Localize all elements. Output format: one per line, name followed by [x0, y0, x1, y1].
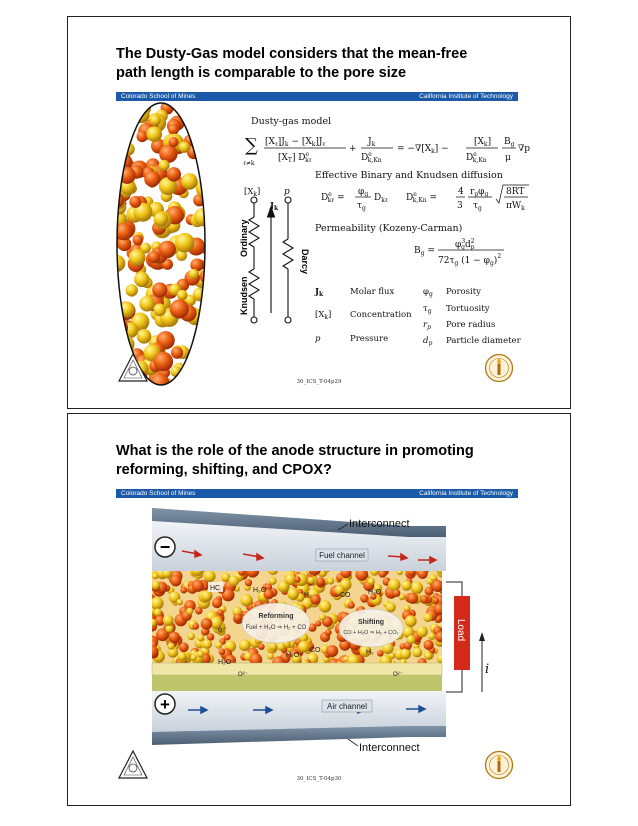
- particle: [152, 282, 167, 297]
- particle: [428, 633, 435, 640]
- particle: [405, 615, 417, 627]
- svg-text:∑: ∑: [245, 135, 258, 156]
- svg-text:Tortuosity: Tortuosity: [446, 304, 490, 314]
- svg-text:rpφg: $r_p\varphi_g$: [470, 187, 489, 198]
- svg-text:Concentration: Concentration: [350, 310, 412, 320]
- particle: [204, 570, 216, 582]
- particle: [217, 609, 224, 616]
- ordinary-label: Ordinary: [239, 219, 249, 257]
- particle: [137, 329, 152, 344]
- particle: [199, 95, 212, 108]
- particle: [215, 642, 222, 649]
- slide-2-title: What is the role of the anode structure in promoting reforming, shifting, and CPOX?: [116, 443, 474, 478]
- particle: [367, 578, 375, 586]
- slide-1: [67, 16, 571, 409]
- particle: [258, 644, 264, 650]
- particle: [181, 173, 198, 190]
- svg-text:Pore radius: Pore radius: [446, 320, 496, 330]
- particle: [176, 100, 187, 111]
- svg-text:= −∇[Xk] −: = $-\nabla[X_k]$ −: [397, 144, 449, 155]
- particle: [269, 643, 277, 651]
- particle: [168, 124, 179, 135]
- particle: [201, 591, 212, 602]
- svg-text:Dek,Kn: De k,Kn: [466, 151, 487, 164]
- h2o-label: H₂O: [368, 589, 382, 596]
- particle: [186, 608, 193, 615]
- particle: [325, 629, 332, 636]
- particle: [196, 179, 215, 198]
- particle: [407, 635, 416, 644]
- co-label: CO: [310, 647, 321, 654]
- svg-text:τg: $\tau_g$: [423, 304, 432, 315]
- particle: [159, 145, 177, 163]
- particle: [417, 626, 428, 637]
- svg-text:3: 3: [457, 201, 463, 211]
- particle: [425, 587, 434, 596]
- hc-label: HC: [210, 585, 221, 592]
- shifting-bubble: [339, 609, 403, 647]
- particle: [402, 581, 412, 591]
- legend-item: [423, 304, 490, 315]
- particle: [172, 96, 184, 108]
- svg-text:μ: μ: [505, 153, 511, 163]
- particle: [386, 602, 396, 612]
- particle: [379, 570, 387, 578]
- circuit-flux-label: $J_k$: [270, 201, 279, 212]
- particle: [437, 654, 447, 664]
- svg-text:φg: $\varphi_g$: [358, 187, 369, 198]
- particle: [412, 648, 422, 658]
- positive-sign: +: [160, 695, 170, 714]
- particle: [118, 96, 135, 113]
- particle: [151, 597, 164, 610]
- particle: [137, 384, 147, 394]
- particle: [423, 613, 432, 622]
- svg-text:Bg: $B_g$: [504, 137, 515, 148]
- particle: [319, 600, 331, 612]
- particle: [170, 299, 189, 318]
- particle: [435, 632, 446, 643]
- shifting-equation: CO + H₂O ⇒ H₂ + CO₂: [343, 630, 399, 636]
- slide-1-figure: [68, 17, 572, 410]
- svg-text:Jk: $J_k$: [368, 137, 376, 148]
- particle: [277, 642, 286, 651]
- particle: [200, 270, 213, 283]
- slide-2: [67, 413, 571, 806]
- svg-text:4: 4: [458, 187, 464, 197]
- svg-text:Dekℓ =: De kℓ =: [321, 191, 345, 204]
- permeability-equation: [414, 238, 504, 267]
- particle: [219, 649, 226, 656]
- svg-text:72τg (1 − φg)2: $72\tau_g$ $(1 - \varphi_g)^2$: [438, 253, 502, 267]
- particle: [146, 645, 159, 658]
- svg-text:[Xk]: $[X_k]$: [315, 310, 332, 321]
- negative-sign: −: [159, 537, 171, 557]
- dusty-gas-heading: Dusty-gas model: [251, 116, 332, 127]
- legend-item: [423, 336, 522, 347]
- oxide-ion-label: O²⁻: [238, 672, 248, 678]
- symbol-legend: [314, 287, 522, 347]
- particle: [148, 251, 160, 263]
- slide-1-footer: 30_ICS_T-04p29: [296, 379, 342, 385]
- particle: [294, 576, 301, 583]
- particle: [163, 615, 174, 626]
- h2o-label: H₂O: [286, 652, 300, 659]
- svg-text:dp: $d_p$: [423, 336, 433, 347]
- particle: [212, 598, 222, 608]
- particle: [153, 303, 166, 316]
- particle: [424, 640, 434, 650]
- particle: [171, 347, 183, 359]
- permeability-heading: Permeability (Kozeny-Carman): [315, 223, 463, 234]
- co-label: CO: [340, 592, 351, 599]
- particle: [108, 137, 125, 154]
- svg-text:πWk: $\pi W_k$: [506, 201, 525, 212]
- reforming-title: Reforming: [258, 613, 294, 620]
- particle: [424, 652, 432, 660]
- svg-text:Dkℓ: $D_{k\ell}$: [374, 193, 388, 204]
- svg-text:8RT: 8RT: [506, 187, 525, 197]
- svg-text:rp: $r_p$: [423, 320, 431, 331]
- particle: [191, 654, 197, 660]
- particle: [154, 212, 169, 227]
- legend-item: [315, 334, 388, 344]
- particle: [168, 643, 175, 650]
- current-label: i: [485, 662, 490, 677]
- particle: [327, 577, 334, 584]
- particle: [125, 106, 136, 117]
- knudsen-label: Knudsen: [239, 276, 249, 315]
- particle: [192, 580, 204, 592]
- legend-item: [314, 287, 395, 298]
- svg-text:Porosity: Porosity: [446, 287, 481, 297]
- interconnect-top-label: Interconnect: [349, 518, 410, 530]
- diffusion-equations: [321, 185, 529, 212]
- particle: [203, 97, 214, 108]
- load-label: Load: [455, 619, 466, 642]
- particle: [109, 192, 125, 208]
- particle: [183, 101, 198, 116]
- particle: [177, 599, 183, 605]
- particle: [197, 651, 204, 658]
- particle: [154, 352, 174, 372]
- particle: [121, 93, 139, 111]
- particle: [170, 575, 181, 586]
- interconnect-bottom-label: Interconnect: [359, 742, 420, 754]
- particle: [319, 614, 326, 621]
- particle: [287, 588, 299, 600]
- particle: [192, 623, 199, 630]
- particle: [197, 635, 204, 642]
- header-right: California Institute of Technology: [419, 490, 513, 497]
- svg-text:Molar flux: Molar flux: [350, 287, 395, 297]
- particle: [388, 579, 401, 592]
- particle: [400, 648, 411, 659]
- particle: [146, 126, 162, 142]
- particle: [133, 235, 144, 246]
- particle: [150, 115, 161, 126]
- particle: [194, 340, 211, 357]
- fuel-channel-label: Fuel channel: [319, 551, 365, 560]
- header-left: Colorado School of Mines: [121, 490, 196, 497]
- circuit-conc-label: $[X_k]$: [244, 187, 261, 198]
- air-channel-label: Air channel: [326, 702, 368, 711]
- particle: [177, 290, 188, 301]
- svg-text:[Xk]: $[X_k]$: [474, 137, 492, 148]
- h2-label: H₂: [366, 649, 374, 656]
- particle: [202, 639, 212, 649]
- particle: [411, 582, 424, 595]
- h2o-label: H₂O: [218, 659, 232, 666]
- particle: [433, 597, 439, 603]
- particle: [201, 352, 213, 364]
- particle: [377, 650, 384, 657]
- svg-text:ℓ≠k: ℓ≠k: [243, 160, 255, 167]
- fuel-cell-diagram: [68, 414, 572, 807]
- particle: [393, 589, 401, 597]
- particle: [178, 652, 187, 661]
- particle: [180, 587, 187, 594]
- circuit-pressure-label: p: [284, 187, 290, 197]
- svg-text:φg: $\varphi_g$: [423, 287, 433, 298]
- svg-text:[XT] Dekℓ: $[X_T]$ De kℓ: [278, 151, 312, 164]
- slide-1-title: The Dusty-Gas model considers that the mean-free path length is comparable to the pore size: [116, 46, 468, 81]
- svg-text:φ3gd2p: $\varphi^3$ $gd^2$ p: [455, 238, 475, 251]
- particle: [179, 642, 189, 652]
- particle: [169, 632, 180, 643]
- particle: [308, 577, 315, 584]
- particle: [167, 167, 181, 181]
- particle: [121, 106, 140, 125]
- legend-item: [423, 320, 495, 331]
- diffusion-heading: Effective Binary and Knudsen diffusion: [315, 170, 503, 181]
- particle: [198, 116, 216, 134]
- particle: [165, 625, 173, 633]
- particle: [298, 641, 310, 653]
- particle: [139, 296, 155, 312]
- svg-text:τg: $\tau_g$: [357, 201, 366, 212]
- particle: [129, 249, 146, 266]
- slide-2-footer: 30_ICS_T-04p30: [296, 776, 342, 782]
- particle: [148, 619, 157, 628]
- particle: [168, 137, 178, 147]
- particle: [239, 640, 251, 652]
- shifting-title: Shifting: [357, 619, 385, 626]
- svg-text:p: p: [315, 334, 321, 344]
- particle: [129, 196, 141, 208]
- particle: [197, 321, 216, 340]
- svg-text:Jk: $J_k$: [315, 287, 324, 298]
- h2o-label: H₂O: [253, 587, 267, 594]
- particle: [152, 581, 161, 590]
- particle: [132, 106, 150, 124]
- particle: [152, 573, 159, 580]
- particle: [137, 131, 148, 142]
- legend-item: [315, 310, 412, 321]
- particle: [116, 137, 127, 148]
- header-left: Colorado School of Mines: [121, 93, 196, 100]
- svg-text:Dek,Kn =: De k,Kn =: [406, 191, 438, 204]
- particle: [134, 272, 149, 287]
- particle: [234, 614, 242, 622]
- h2-label: H₂: [304, 592, 312, 599]
- reforming-equation: Fuel + H₂O ⇒ H₂ + CO: [245, 625, 307, 631]
- air-channel-area: [152, 691, 446, 732]
- particle: [175, 233, 195, 253]
- particle: [224, 634, 230, 640]
- particle: [158, 241, 176, 259]
- svg-text:τg: $\tau_g$: [473, 201, 482, 212]
- particle: [144, 171, 160, 187]
- reforming-bubble: [242, 603, 310, 643]
- particle: [240, 594, 252, 606]
- particle: [188, 633, 195, 640]
- particle: [201, 618, 213, 630]
- svg-text:Pressure: Pressure: [350, 334, 389, 344]
- header-right: California Institute of Technology: [419, 93, 513, 100]
- particle: [432, 580, 444, 592]
- oxide-ion-label: O²⁻: [393, 672, 403, 678]
- particle: [159, 160, 170, 171]
- particle: [179, 141, 190, 152]
- particle: [407, 593, 418, 604]
- dusty-gas-equation: [243, 135, 530, 167]
- darcy-label: Darcy: [300, 249, 310, 275]
- particle: [202, 147, 213, 158]
- svg-text:+: +: [349, 144, 357, 154]
- electron-label: e⁻: [218, 625, 227, 634]
- particle: [172, 98, 182, 108]
- legend-item: [423, 287, 481, 298]
- particle: [269, 577, 277, 585]
- particle: [110, 166, 121, 177]
- particle: [154, 608, 162, 616]
- particle: [348, 602, 355, 609]
- particle: [326, 645, 338, 657]
- particle: [115, 142, 126, 153]
- particle: [194, 208, 212, 226]
- particle: [126, 284, 138, 296]
- particle: [229, 576, 240, 587]
- particle: [315, 620, 321, 626]
- particle: [267, 653, 274, 660]
- particle: [245, 579, 252, 586]
- particle: [189, 269, 199, 279]
- svg-text:[Xℓ]Jk − [Xk]Jℓ: $[X_\ell]J_k - [X_k]J_\ell$: [265, 137, 326, 148]
- svg-text:Bg =: $B_g$ =: [414, 246, 435, 257]
- transport-circuit: [249, 197, 293, 323]
- particle: [310, 594, 320, 604]
- svg-text:Particle diameter: Particle diameter: [446, 336, 521, 346]
- svg-text:∇p: ∇p: [518, 144, 531, 154]
- particle: [434, 603, 446, 615]
- particle: [200, 313, 211, 324]
- svg-text:Dek,Kn: De k,Kn: [361, 151, 382, 164]
